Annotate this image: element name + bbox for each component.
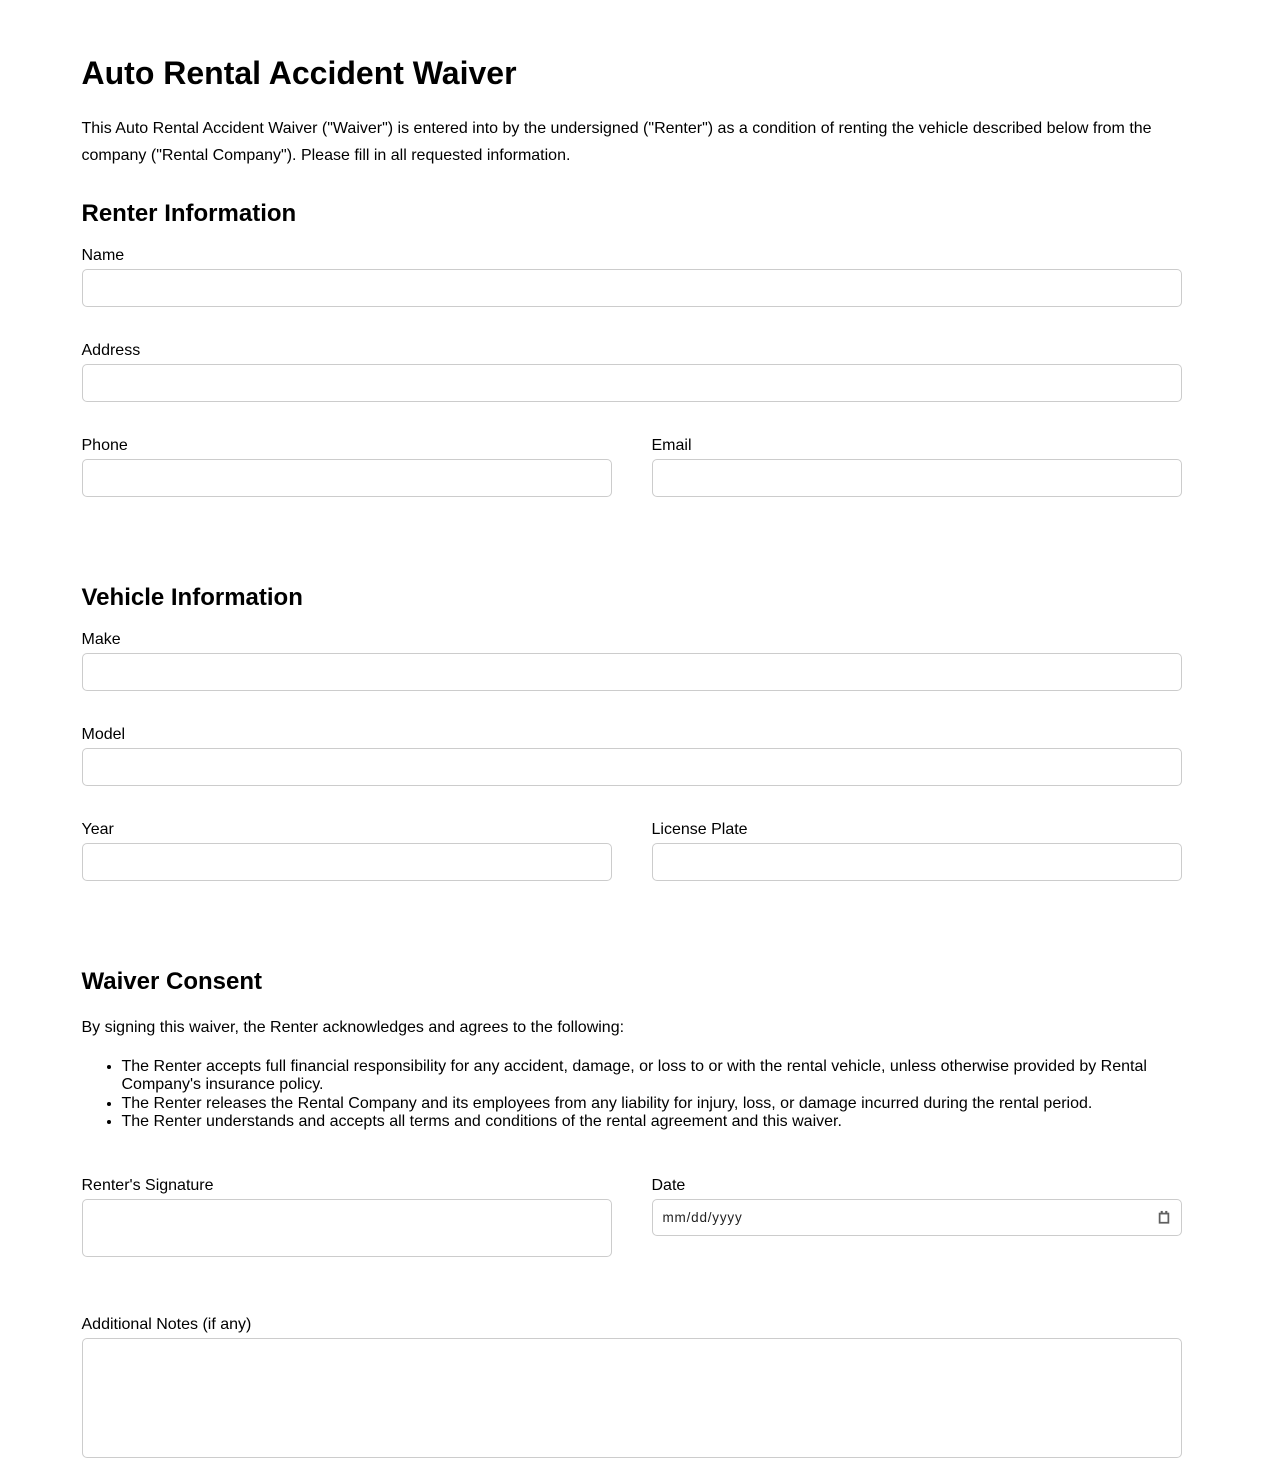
make-label: Make	[81, 631, 121, 648]
phone-label: Phone	[81, 437, 128, 454]
renter-section-heading: Renter Information	[81, 200, 297, 227]
form-container	[82, 0, 1182, 1458]
email-label: Email	[651, 437, 692, 454]
year-label: Year	[81, 821, 114, 838]
name-field	[82, 246, 1182, 307]
signature-date-row	[82, 1176, 1182, 1257]
address-field	[82, 341, 1182, 402]
signature-field	[82, 1176, 612, 1257]
date-input[interactable]	[652, 1199, 1182, 1236]
vehicle-section-heading: Vehicle Information	[81, 584, 303, 611]
consent-intro: By signing this waiver, the Renter acknowledges and agrees to the following:	[81, 1019, 625, 1036]
phone-field	[82, 436, 612, 497]
phone-email-row	[82, 436, 1182, 531]
make-field	[82, 630, 1182, 691]
intro-paragraph: This Auto Rental Accident Waiver ("Waiver") is entered into by the undersigned ("Renter") as a condition of renting the vehicle described below from the company ("Rental Company"). Please fill in all requested information.	[81, 120, 1152, 164]
address-input[interactable]	[82, 364, 1182, 402]
year-input[interactable]	[82, 843, 612, 881]
license-plate-field	[652, 820, 1182, 881]
name-input[interactable]	[82, 269, 1182, 307]
model-input[interactable]	[82, 748, 1182, 786]
date-field	[652, 1176, 1182, 1257]
consent-bullet: • The Renter releases the Rental Company and its employees from any liability for injury, loss, or damage incurred during the rental period.	[122, 1095, 1182, 1113]
year-field	[82, 820, 612, 881]
page-title: Auto Rental Accident Waiver	[81, 55, 517, 91]
date-placeholder-text: mm/dd/yyyy	[662, 1209, 743, 1225]
name-label: Name	[81, 247, 125, 264]
phone-input[interactable]	[82, 459, 612, 497]
consent-bullet-list	[82, 1058, 1182, 1132]
license-plate-label: License Plate	[651, 821, 748, 838]
make-input[interactable]	[82, 653, 1182, 691]
signature-input[interactable]	[82, 1199, 612, 1257]
consent-bullet: • The Renter understands and accepts all terms and conditions of the rental agreement and this waiver.	[122, 1113, 1182, 1131]
date-label: Date	[651, 1176, 686, 1194]
year-license-row	[82, 820, 1182, 915]
consent-section-heading: Waiver Consent	[81, 968, 262, 995]
signature-label: Renter's Signature	[81, 1176, 214, 1194]
model-field	[82, 725, 1182, 786]
notes-field	[82, 1315, 1182, 1458]
consent-bullet: • The Renter accepts full financial responsibility for any accident, damage, or loss to or with the rental vehicle, unless otherwise provided by Rental Company's insurance policy.	[122, 1058, 1182, 1095]
email-input[interactable]	[652, 459, 1182, 497]
notes-input[interactable]	[82, 1338, 1182, 1458]
calendar-icon[interactable]	[1157, 1210, 1171, 1225]
email-field	[652, 436, 1182, 497]
model-label: Model	[81, 726, 126, 743]
address-label: Address	[81, 342, 141, 359]
notes-label: Additional Notes (if any)	[81, 1315, 252, 1333]
license-plate-input[interactable]	[652, 843, 1182, 881]
